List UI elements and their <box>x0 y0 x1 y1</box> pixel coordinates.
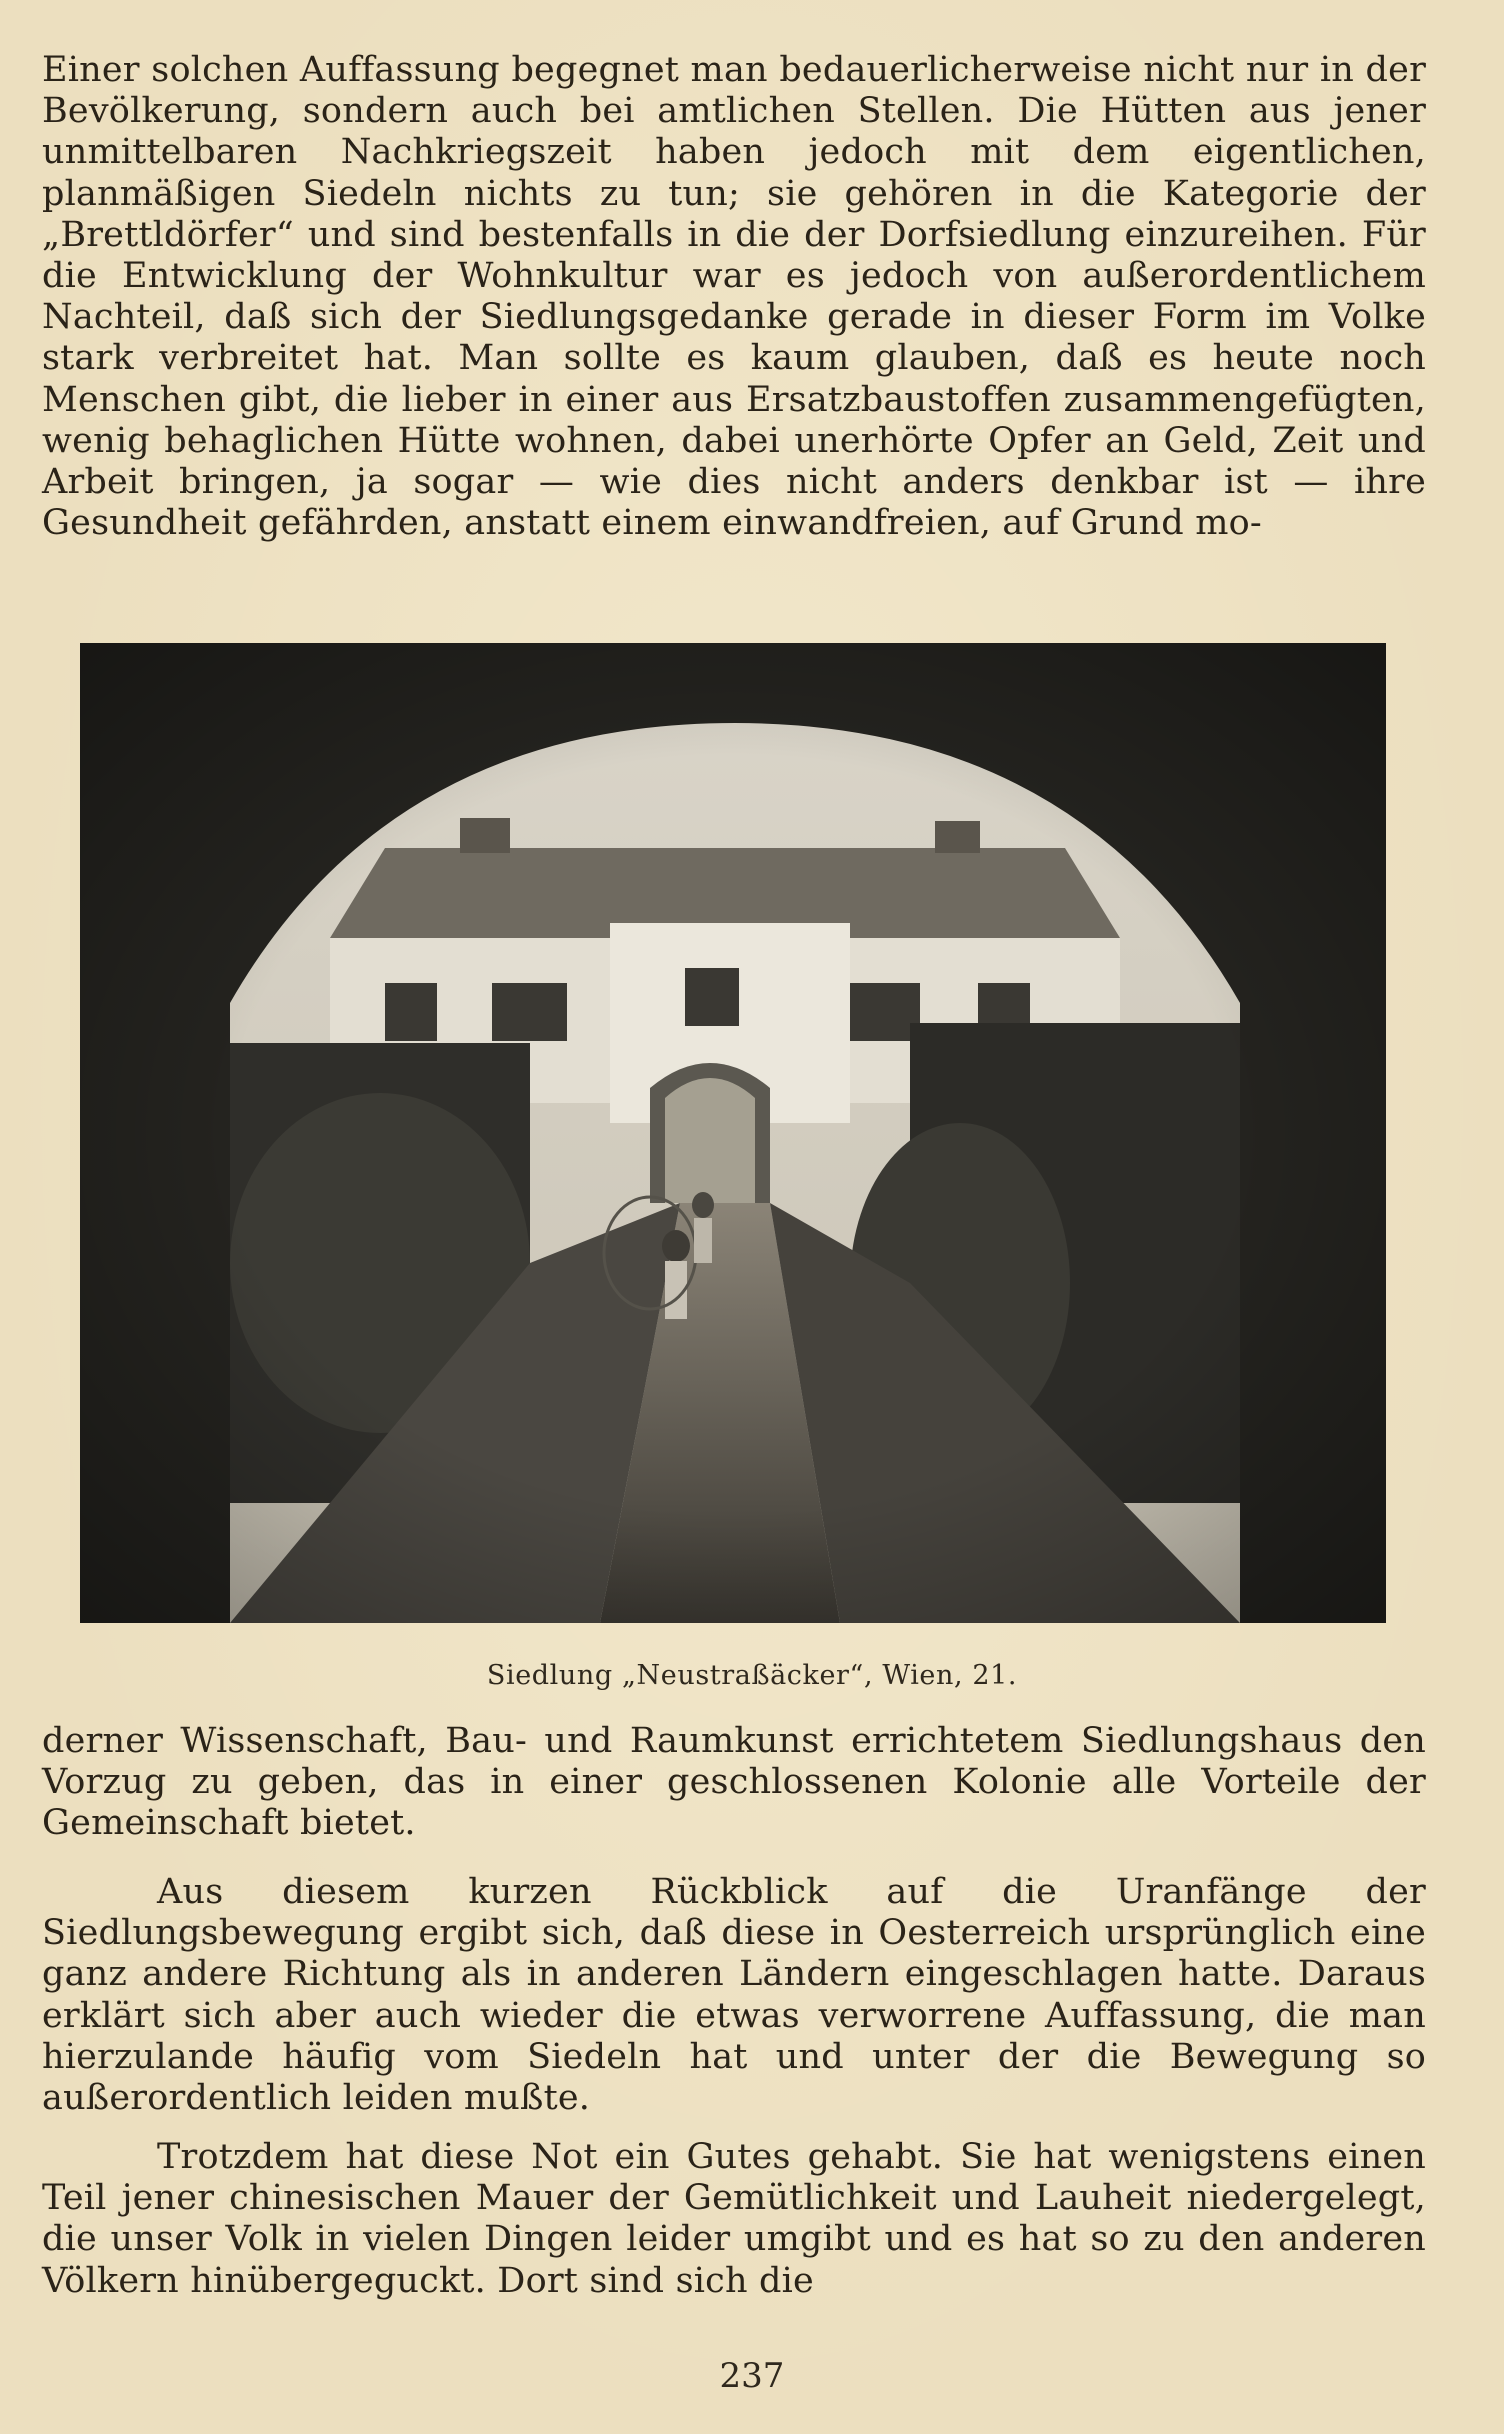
archway-photo-illustration <box>80 643 1386 1623</box>
settlement-photo <box>80 643 1386 1623</box>
paragraph-text: Einer solchen Auffassung begegnet man bedauerlicherweise nicht nur in der Bevölkerung, sondern auch bei amtlichen Stellen. Die Hütten aus jener unmittelbaren Nachkriegszeit haben jedoch mit dem eigentlichen, planmäßigen Siedeln nichts zu tun; sie gehören in die Kategorie der „Brettldörfer“ und sind bestenfalls in die der Dorfsiedlung einzureihen. Für die Entwicklung der Wohnkultur war es jedoch von außerordentlichem Nachteil, daß sich der Siedlungsgedanke gerade in dieser Form im Volke stark verbreitet hat. Man sollte es kaum glauben, daß es heute noch Menschen gibt, die lieber in einer aus Ersatzbaustoffen zusammengefügten, wenig behaglichen Hütte wohnen, dabei unerhörte Opfer an Geld, Zeit und Arbeit bringen, ja sogar — wie dies nicht anders denkbar ist — ihre Gesundheit gefährden, anstatt einem einwandfreien, auf Grund mo- <box>42 50 1426 544</box>
paragraph-fourth <box>42 2137 1426 2302</box>
photo-caption: Siedlung „Neustraßäcker“, Wien, 21. <box>486 1660 1018 1691</box>
paragraph-top <box>42 50 1426 544</box>
paragraph-second <box>42 1721 1426 1845</box>
paragraph-text: Aus diesem kurzen Rückblick auf die Uranfänge der Siedlungsbewegung ergibt sich, daß diese in Oesterreich ursprünglich eine ganz andere Richtung als in anderen Ländern eingeschlagen hatte. Daraus erklärt sich aber auch wieder die etwas verworrene Auffassung, die man hierzulande häufig vom Siedeln hat und unter der die Bewegung so außerordentlich leiden mußte. <box>42 1872 1426 2119</box>
paragraph-text: Trotzdem hat diese Not ein Gutes gehabt. Sie hat wenigstens einen Teil jener chinesischen Mauer der Gemütlichkeit und Lauheit niedergelegt, die unser Volk in vielen Dingen leider umgibt und es hat so zu den anderen Völkern hinübergeguckt. Dort sind sich die <box>42 2137 1426 2301</box>
paragraph-text: derner Wissenschaft, Bau- und Raumkunst errichtetem Siedlungshaus den Vorzug zu geben, das in einer geschlossenen Kolonie alle Vorteile der Gemeinschaft bietet. <box>42 1721 1426 1844</box>
page-number: 237 <box>719 2356 785 2396</box>
paragraph-third <box>42 1872 1426 2119</box>
